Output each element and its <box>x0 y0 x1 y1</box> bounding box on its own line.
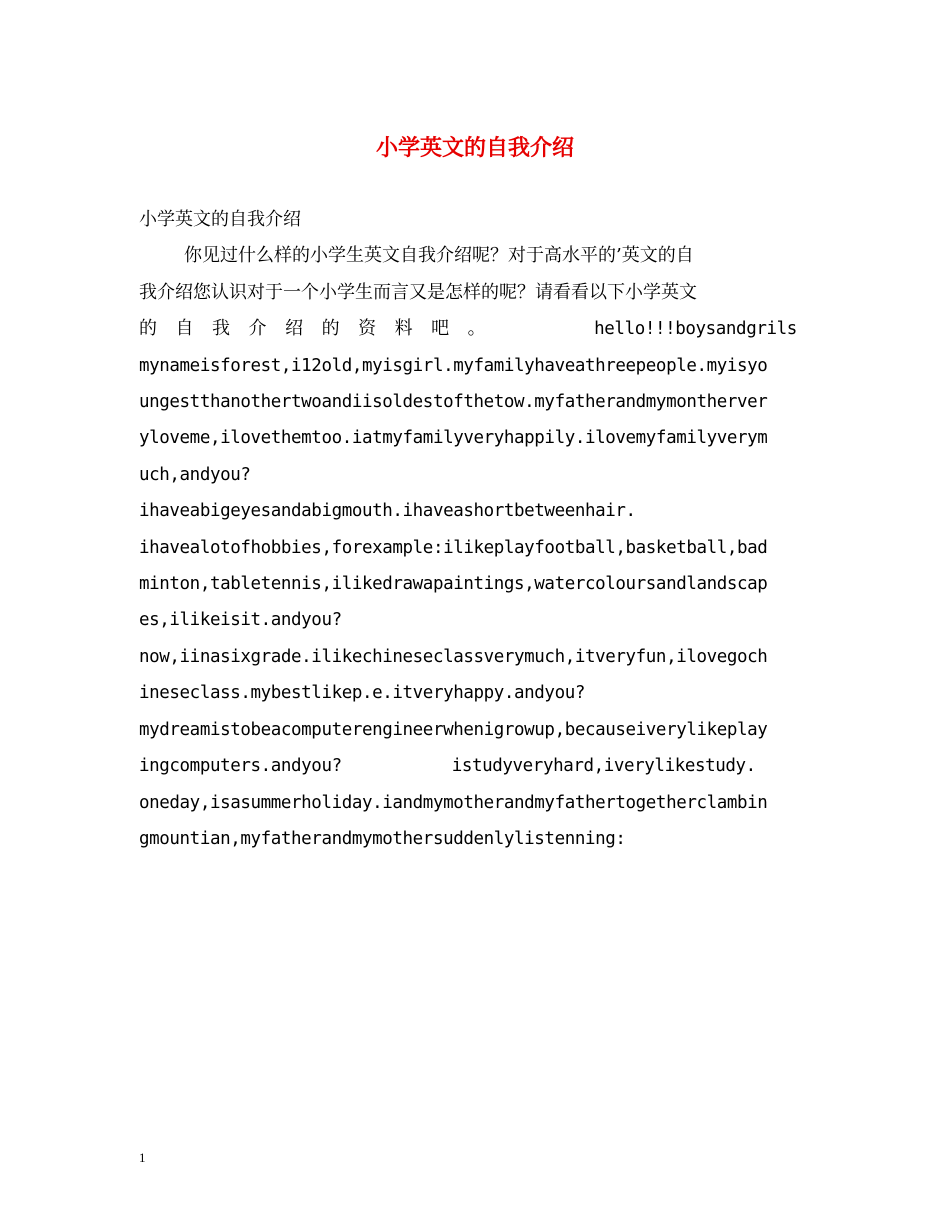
english-fragment: hello!!!boysandgrils <box>594 319 797 340</box>
document-body <box>139 202 813 857</box>
english-line: es,ilikeisit.andyou? <box>139 610 342 631</box>
spaced-char: 料 <box>394 318 413 340</box>
spaced-char: 自 <box>175 318 194 340</box>
english-line: mynameisforest,i12old,myisgirl.myfamilyhaveathreepeople.myisyo <box>139 355 768 376</box>
document-title: 小学英文的自我介绍 <box>375 135 574 161</box>
english-line: ihaveabigeyesandabigmouth.ihaveashortbetweenhair. <box>139 501 636 522</box>
english-line: ungestthanothertwoandiisoldestofthetow.myfatherandmymontherver <box>139 392 768 413</box>
english-line: oneday,isasummerholiday.iandmymotherandmyfathertogetherclambin <box>139 792 768 813</box>
english-line: gmountian,myfatherandmymothersuddenlylistenning: <box>139 828 626 849</box>
spaced-char: 的 <box>321 318 340 340</box>
spaced-char: 吧 <box>431 318 450 340</box>
spaced-char: 资 <box>358 318 377 340</box>
english-line: ineseclass.mybestlikep.e.itveryhappy.andyou? <box>139 683 585 704</box>
spaced-char: 绍 <box>285 318 304 340</box>
english-line: now,iinasixgrade.ilikechineseclassverymuch,itveryfun,ilovegoch <box>139 646 768 667</box>
spaced-char: 介 <box>248 318 267 340</box>
paragraph-line: 我介绍您认识对于一个小学生而言又是怎样的呢？请看看以下小学英文 <box>139 281 697 303</box>
english-line: yloveme,ilovethemtoo.iatmyfamilyveryhappily.ilovemyfamilyverym <box>139 428 768 449</box>
section-heading: 小学英文的自我介绍 <box>139 209 301 230</box>
english-line: ihavealotofhobbies,forexample:ilikeplayfootball,basketball,bad <box>139 537 768 558</box>
english-line: mydreamistobeacomputerengineerwhenigrowup,becauseiverylikeplay <box>139 719 768 740</box>
english-fragment: istudyveryhard,iverylikestudy. <box>451 756 756 777</box>
english-line: minton,tabletennis,ilikedrawapaintings,watercoloursandlandscap <box>139 574 768 595</box>
english-line <box>139 748 813 784</box>
spaced-char: 的 <box>139 318 157 340</box>
paragraph-line-spaced <box>139 311 813 347</box>
english-line: uch,andyou? <box>139 464 251 485</box>
english-fragment: ingcomputers.andyou? <box>139 756 342 777</box>
spaced-char: 。 <box>467 318 486 340</box>
paragraph-line: 你见过什么样的小学生英文自我介绍呢？对于高水平的’英文的自 <box>184 245 694 267</box>
spaced-char: 我 <box>212 318 231 340</box>
page-number: 1 <box>139 1150 146 1165</box>
